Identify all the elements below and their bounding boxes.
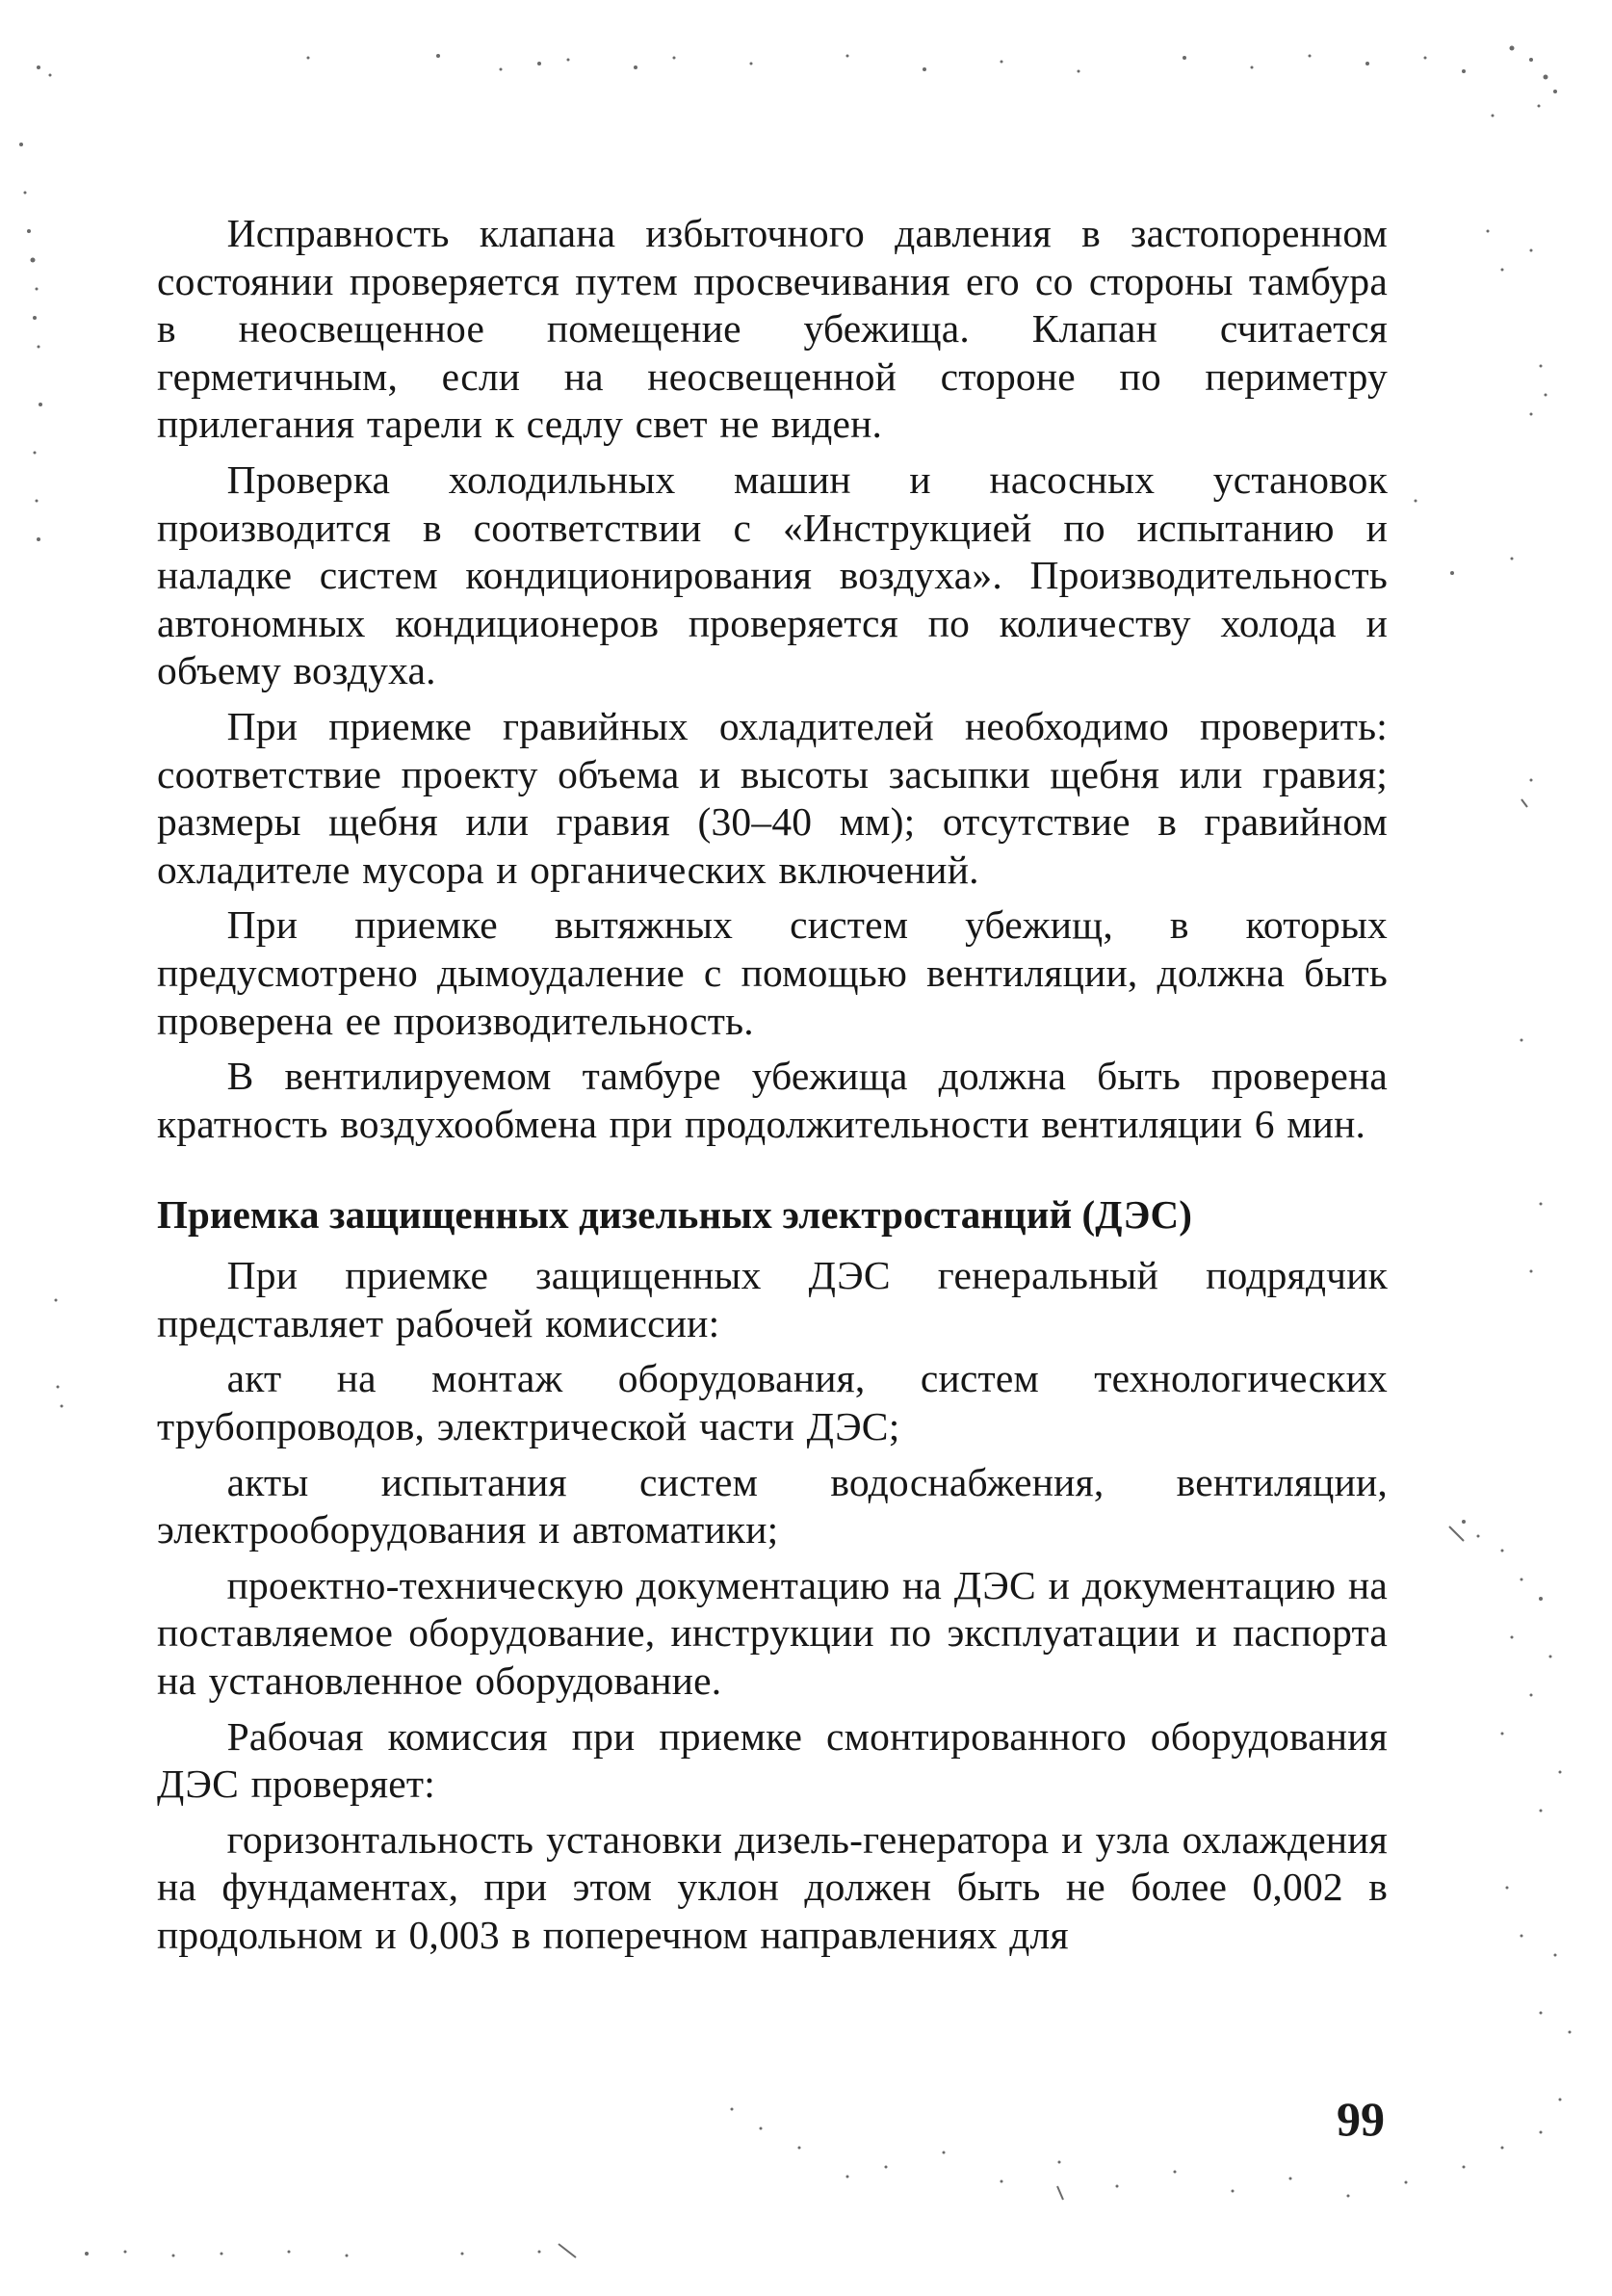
paragraph-commission-checks: Рабочая комиссия при приемке смонтированного оборудования ДЭС проверяет: (157, 1713, 1388, 1807)
paragraph-exhaust-systems: При приемке вытяжных систем убежищ, в которых предусмотрено дымоудаление с помощью вентиляции, должна быть проверена ее производительность. (157, 902, 1388, 1043)
section-heading: Приемка защищенных дизельных электростанций (ДЭС) (157, 1192, 1193, 1238)
paragraph-ventilated-vestibule: В вентилируемом тамбуре убежища должна быть проверена кратность воздухообмена при продолжительности вентиляции 6 мин. (157, 1054, 1388, 1146)
paragraph-general-contractor: При приемке защищенных ДЭС генеральный подрядчик представляет рабочей комиссии: (157, 1253, 1388, 1345)
page-number: 99 (1337, 2092, 1385, 2146)
list-item-test-acts: акты испытания систем водоснабжения, вентиляции, электрооборудования и автоматики; (157, 1459, 1388, 1552)
paragraph-relief-valve-check: Исправность клапана избыточного давления в застопоренном состоянии проверяется путем просвечивания его со стороны тамбура в неосвещенное помещение убежища. Клапан считается герметичным, если на неосвещенной стороне по периметру прилегания тарели к седлу свет не виден. (157, 211, 1388, 447)
list-item-documentation: проектно-техническую документацию на ДЭС и документацию на поставляемое оборудование, инструкции по эксплуатации и паспорта на установленное оборудование. (157, 1562, 1388, 1704)
paragraph-refrigeration-check: Проверка холодильных машин и насосных установок производится в соответствии с «Инструкцией по испытанию и наладке систем кондиционирования воздуха». Производительность автономных кондиционеров проверяется по количеству холода и объему воздуха. (157, 457, 1388, 693)
paragraph-gravel-coolers: При приемке гравийных охладителей необходимо проверить: соответствие проекту объема и высоты засыпки щебня или гравия; размеры щебня или гравия (30–40 мм); отсутствие в гравийном охладителе мусора и органических включений. (157, 703, 1388, 892)
main-text (157, 210, 1388, 1968)
list-item-installation-act: акт на монтаж оборудования, систем технологических трубопроводов, электрической части ДЭС; (157, 1356, 1388, 1449)
list-item-horizontality: горизонтальность установки дизель-генератора и узла охлаждения на фундаментах, при этом уклон должен быть не более 0,002 в продольном и 0,003 в поперечном направлениях для (157, 1816, 1388, 1957)
